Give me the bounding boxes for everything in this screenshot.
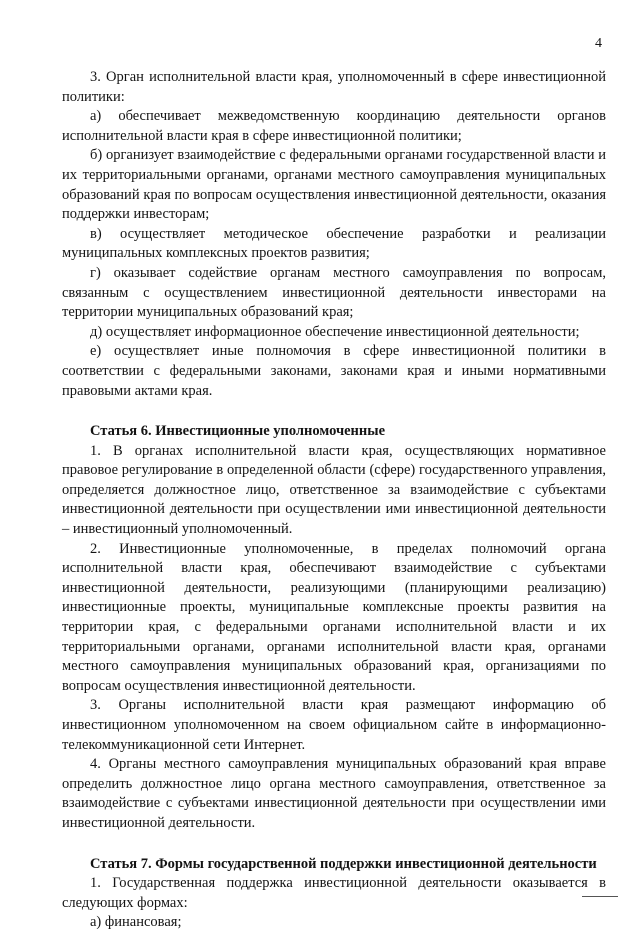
scan-edge-mark bbox=[582, 896, 618, 897]
section3-item-b: б) организует взаимодействие с федеральными органами государственной власти и их территориальными органами, органами местного самоуправления муниципальных образований края по вопросам осуществления инвестиционной деятельности, оказания поддержки инвесторам; bbox=[62, 147, 606, 223]
section3-item-d: д) осуществляет информационное обеспечение инвестиционной деятельности; bbox=[90, 323, 580, 340]
section3-item-v: в) осуществляет методическое обеспечение разработки и реализации муниципальных комплексных проектов развития; bbox=[62, 225, 606, 262]
spacer bbox=[62, 834, 606, 855]
section3-item-a: а) обеспечивает межведомственную координацию деятельности органов исполнительной власти края в сфере инвестиционной политики; bbox=[62, 108, 606, 144]
article7-paragraph-1: 1. Государственная поддержка инвестиционной деятельности оказывается в следующих формах: bbox=[62, 875, 606, 911]
document-body bbox=[62, 68, 606, 933]
article6-paragraph-4: 4. Органы местного самоуправления муниципальных образований края вправе определить должностное лицо органа местного самоуправления, ответственное за взаимодействие с субъектами инвестиционной деятельности при осуществлении ими инвестиционной деятельности. bbox=[62, 756, 606, 831]
section3-item-g: г) оказывает содействие органам местного самоуправления по вопросам, связанным с осуществлением инвестиционной деятельности инвесторами на территории муниципальных образований края; bbox=[62, 264, 606, 321]
article6-paragraph-3: 3. Органы исполнительной власти края размещают информацию об инвестиционном уполномоченном на своем официальном сайте в информационно-телекоммуникационной сети Интернет. bbox=[62, 697, 606, 753]
section3-item-e: е) осуществляет иные полномочия в сфере инвестиционной политики в соответствии с федеральными законами, законами края и иными нормативными правовыми актами края. bbox=[62, 343, 606, 399]
page-number: 4 bbox=[595, 36, 602, 51]
article7-title: Статья 7. Формы государственной поддержки инвестиционной деятельности bbox=[90, 855, 597, 872]
section3-intro: 3. Орган исполнительной власти края, уполномоченный в сфере инвестиционной политики: bbox=[62, 69, 606, 105]
article6-paragraph-2: 2. Инвестиционные уполномоченные, в пределах полномочий органа исполнительной власти края, обеспечивают взаимодействие с субъектами инвестиционной деятельности, реализующими (планирующими реализацию) инвестиционные проекты, муниципальные комплексные проекты развития на территории края, с федеральными органами исполнительной власти и их территориальными органами, органами исполнительной власти края, органами местного самоуправления муниципальных образований края, организациями по вопросам осуществления инвестиционной деятельности. bbox=[62, 540, 606, 694]
article6-title: Статья 6. Инвестиционные уполномоченные bbox=[90, 423, 386, 440]
article6-paragraph-1: 1. В органах исполнительной власти края, осуществляющих нормативное правовое регулирование в определенной области (сфере) государственного управления, определяется должностное лицо, ответственное за взаимодействие с субъектами инвестиционной деятельности при осуществлении ими инвестиционной деятельности – инвестиционный уполномоченный. bbox=[62, 442, 606, 538]
spacer bbox=[62, 401, 606, 422]
article7-item-a: а) финансовая; bbox=[90, 914, 182, 931]
